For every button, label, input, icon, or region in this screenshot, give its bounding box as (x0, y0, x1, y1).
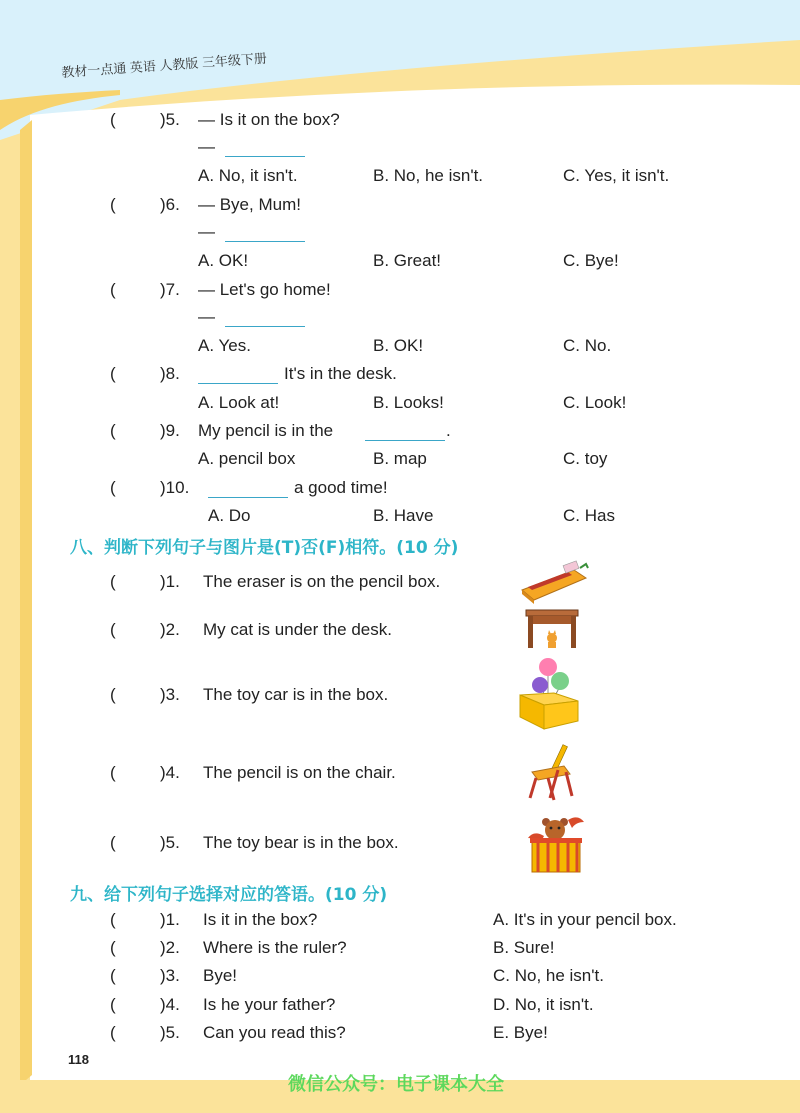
question-number: )7. (160, 280, 180, 299)
option-c: C. Has (563, 506, 615, 525)
answer-paren[interactable]: ( (110, 833, 116, 852)
answer-paren[interactable]: ( (110, 938, 116, 957)
answer-blank[interactable] (208, 481, 288, 498)
question-text: — Is it on the box? (198, 110, 340, 129)
answer-paren[interactable]: ( (110, 685, 116, 704)
answer-paren[interactable]: ( (110, 110, 116, 129)
answer-option: B. Sure! (493, 938, 555, 957)
option-c: C. Yes, it isn't. (563, 166, 670, 185)
answer-paren[interactable]: ( (110, 1023, 116, 1042)
question-number: )10. (160, 478, 190, 497)
answer-blank[interactable] (198, 367, 278, 384)
question-text: — Let's go home! (198, 280, 331, 299)
option-a: A. OK! (198, 251, 249, 270)
answer-paren[interactable]: ( (110, 910, 116, 929)
section-9-title: 九、给下列句子选择对应的答语。(10 分) (70, 885, 388, 905)
answer-paren[interactable]: ( (110, 966, 116, 985)
item-number: )5. (160, 1023, 180, 1042)
answer-blank[interactable] (225, 140, 305, 157)
question-text: My pencil is in the (198, 421, 334, 440)
option-a: A. Look at! (198, 393, 280, 412)
item-number: )4. (160, 763, 180, 782)
option-b: B. Looks! (373, 393, 444, 412)
item-number: )2. (160, 620, 180, 639)
statement-text: The toy car is in the box. (203, 685, 389, 704)
option-b: B. Have (373, 506, 434, 525)
option-b: B. map (373, 449, 427, 468)
answer-option: A. It's in your pencil box. (493, 910, 677, 929)
option-a: A. No, it isn't. (198, 166, 298, 185)
answer-paren[interactable]: ( (110, 364, 116, 383)
statement-text: The eraser is on the pencil box. (203, 572, 441, 591)
page-number: 118 (68, 1052, 89, 1067)
answer-paren[interactable]: ( (110, 421, 116, 440)
answer-blank[interactable] (225, 225, 305, 242)
item-number: )1. (160, 572, 180, 591)
item-number: )2. (160, 938, 180, 957)
item-number: )3. (160, 966, 180, 985)
answer-option: E. Bye! (493, 1023, 548, 1042)
question-end: . (446, 421, 451, 440)
question-text: Bye! (203, 966, 238, 985)
reply-dash: — (198, 137, 215, 156)
question-number: )8. (160, 364, 180, 383)
question-text: Is he your father? (203, 995, 336, 1014)
option-c: C. No. (563, 336, 612, 355)
reply-dash: — (198, 307, 215, 326)
question-number: )6. (160, 195, 180, 214)
item-number: )5. (160, 833, 180, 852)
question-text: Is it in the box? (203, 910, 318, 929)
answer-paren[interactable]: ( (110, 620, 116, 639)
option-c: C. Look! (563, 393, 627, 412)
question-text: a good time! (294, 478, 388, 497)
answer-blank[interactable] (225, 310, 305, 327)
statement-text: My cat is under the desk. (203, 620, 392, 639)
reply-dash: — (198, 222, 215, 241)
pencil-box-eraser-picture (518, 560, 590, 604)
running-header: 教材一点通 英语 人教版 三年级下册 (60, 50, 268, 81)
question-text: It's in the desk. (284, 364, 397, 383)
answer-paren[interactable]: ( (110, 572, 116, 591)
question-number: )9. (160, 421, 180, 440)
answer-paren[interactable]: ( (110, 280, 116, 299)
option-b: B. Great! (373, 251, 442, 270)
answer-option: C. No, he isn't. (493, 966, 604, 985)
item-number: )1. (160, 910, 180, 929)
option-b: B. No, he isn't. (373, 166, 484, 185)
chair-pencil-picture (522, 740, 580, 802)
question-number: )5. (160, 110, 180, 129)
question-text: Can you read this? (203, 1023, 346, 1042)
desk-cat-picture (524, 606, 580, 650)
question-text: Where is the ruler? (203, 938, 347, 957)
question-text: — Bye, Mum! (198, 195, 301, 214)
answer-option: D. No, it isn't. (493, 995, 594, 1014)
option-c: C. toy (563, 449, 608, 468)
statement-text: The toy bear is in the box. (203, 833, 399, 852)
option-a: A. Yes. (198, 336, 251, 355)
option-c: C. Bye! (563, 251, 619, 270)
section-8-title: 八、判断下列句子与图片是(T)否(F)相符。(10 分) (70, 538, 459, 558)
statement-text: The pencil is on the chair. (203, 763, 396, 782)
answer-paren[interactable]: ( (110, 478, 116, 497)
footer-watermark: 微信公众号：电子课本大全 (288, 1074, 504, 1095)
option-a: A. pencil box (198, 449, 296, 468)
answer-blank[interactable] (365, 424, 445, 441)
answer-paren[interactable]: ( (110, 763, 116, 782)
gift-box-bear-picture (524, 810, 590, 874)
item-number: )4. (160, 995, 180, 1014)
box-balloons-picture (514, 655, 584, 731)
option-a: A. Do (208, 506, 251, 525)
item-number: )3. (160, 685, 180, 704)
answer-paren[interactable]: ( (110, 995, 116, 1014)
answer-paren[interactable]: ( (110, 195, 116, 214)
option-b: B. OK! (373, 336, 424, 355)
